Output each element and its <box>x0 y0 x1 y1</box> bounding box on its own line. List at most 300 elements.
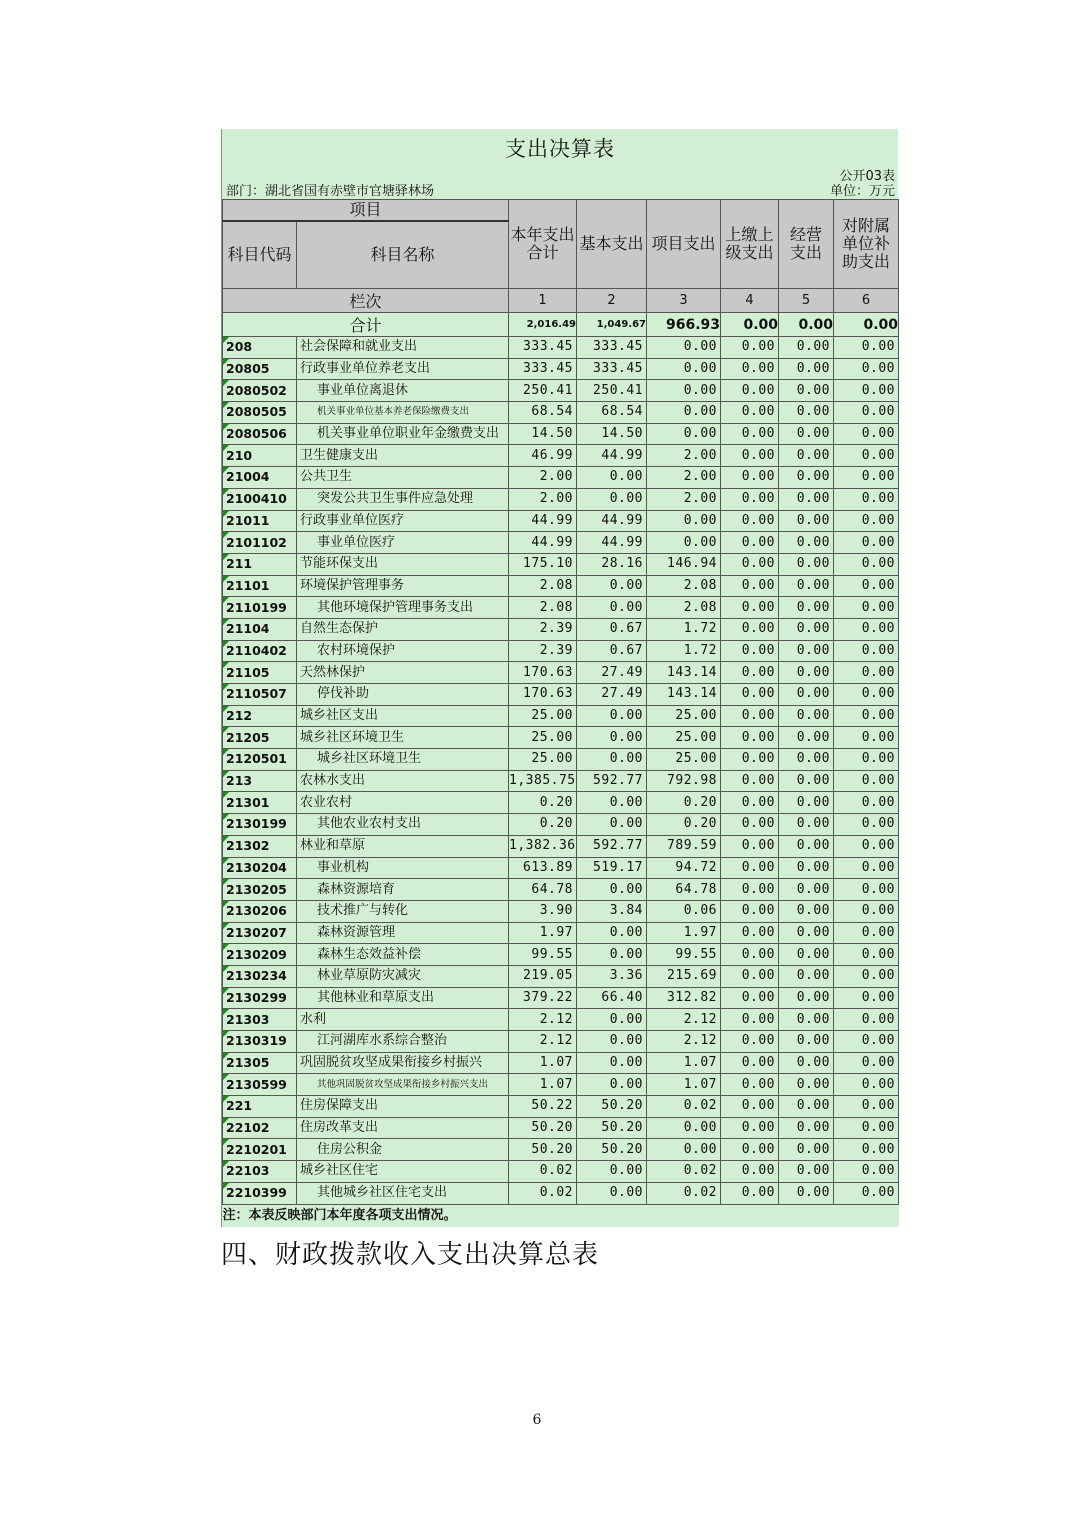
amount-cell: 0.00 <box>647 510 721 532</box>
amount-cell: 0.00 <box>779 922 834 944</box>
amount-cell: 0.00 <box>721 705 779 727</box>
amount-cell: 0.00 <box>779 640 834 662</box>
amount-cell: 0.02 <box>509 1161 577 1183</box>
subject-name-cell: 农村环境保护 <box>297 640 509 662</box>
amount-cell: 0.00 <box>834 1031 899 1053</box>
table-row <box>223 684 899 706</box>
amount-cell: 68.54 <box>509 402 577 424</box>
subject-name-cell: 水利 <box>297 1009 509 1031</box>
subject-code-cell: 2101102 <box>223 532 297 554</box>
subject-code-cell: 2130599 <box>223 1074 297 1096</box>
amount-cell: 1.07 <box>509 1052 577 1074</box>
subject-name-cell: 其他巩固脱贫攻坚成果衔接乡村振兴支出 <box>297 1074 509 1096</box>
amount-cell: 0.00 <box>577 792 647 814</box>
column-number-cell: 6 <box>834 289 899 313</box>
amount-cell: 0.00 <box>721 965 779 987</box>
amount-cell: 50.20 <box>577 1117 647 1139</box>
subject-name-cell: 行政事业单位医疗 <box>297 510 509 532</box>
amount-cell: 2.00 <box>647 488 721 510</box>
subject-code-cell: 2120501 <box>223 749 297 771</box>
amount-cell: 46.99 <box>509 445 577 467</box>
amount-cell: 2.00 <box>647 467 721 489</box>
expenditure-table-sheet <box>221 129 898 1227</box>
amount-cell: 0.00 <box>577 1009 647 1031</box>
amount-cell: 0.00 <box>721 922 779 944</box>
amount-cell: 0.00 <box>834 1139 899 1161</box>
subject-code-cell: 210 <box>223 445 297 467</box>
subject-name-cell: 城乡社区住宅 <box>297 1161 509 1183</box>
amount-cell: 25.00 <box>647 727 721 749</box>
table-row <box>223 402 899 424</box>
subject-code-cell: 21004 <box>223 467 297 489</box>
amount-cell: 0.00 <box>779 467 834 489</box>
table-row <box>223 749 899 771</box>
amount-cell: 0.00 <box>721 662 779 684</box>
amount-cell: 0.00 <box>721 402 779 424</box>
subject-code-cell: 213 <box>223 770 297 792</box>
amount-cell: 0.00 <box>577 922 647 944</box>
amount-cell: 14.50 <box>509 423 577 445</box>
amount-cell: 0.00 <box>834 1096 899 1118</box>
amount-cell: 0.00 <box>721 1074 779 1096</box>
amount-cell: 0.00 <box>721 944 779 966</box>
amount-cell: 0.02 <box>647 1096 721 1118</box>
subject-name-cell: 林业和草原 <box>297 835 509 857</box>
table-row <box>223 944 899 966</box>
subject-code-cell: 21302 <box>223 835 297 857</box>
amount-cell: 0.00 <box>834 770 899 792</box>
amount-cell: 0.00 <box>779 553 834 575</box>
subject-name-cell: 其他环境保护管理事务支出 <box>297 597 509 619</box>
amount-cell: 0.00 <box>834 553 899 575</box>
amount-cell: 0.00 <box>721 618 779 640</box>
subject-name-cell: 森林生态效益补偿 <box>297 944 509 966</box>
total-value-cell: 0.00 <box>721 313 779 337</box>
subject-code-cell: 21101 <box>223 575 297 597</box>
amount-cell: 25.00 <box>509 727 577 749</box>
amount-cell: 0.00 <box>834 1182 899 1204</box>
table-row <box>223 337 899 359</box>
amount-cell: 0.00 <box>834 987 899 1009</box>
amount-cell: 0.02 <box>647 1182 721 1204</box>
table-row <box>223 965 899 987</box>
amount-cell: 0.02 <box>509 1182 577 1204</box>
header-subsidy: 对附属单位补助支出 <box>834 200 899 289</box>
total-value-cell: 2,016.49 <box>509 313 577 337</box>
amount-cell: 0.00 <box>779 900 834 922</box>
amount-cell: 0.00 <box>779 879 834 901</box>
subject-name-cell: 森林资源培育 <box>297 879 509 901</box>
amount-cell: 27.49 <box>577 662 647 684</box>
amount-cell: 0.00 <box>834 510 899 532</box>
table-row <box>223 1117 899 1139</box>
amount-cell: 0.00 <box>834 380 899 402</box>
amount-cell: 0.00 <box>834 445 899 467</box>
table-row <box>223 1139 899 1161</box>
subject-name-cell: 自然生态保护 <box>297 618 509 640</box>
subject-name-cell: 事业单位离退休 <box>297 380 509 402</box>
header-item: 项目 <box>223 200 509 222</box>
amount-cell: 0.00 <box>779 770 834 792</box>
subject-name-cell: 停伐补助 <box>297 684 509 706</box>
table-row <box>223 705 899 727</box>
subject-name-cell: 其他农业农村支出 <box>297 814 509 836</box>
column-number-cell: 3 <box>647 289 721 313</box>
amount-cell: 0.00 <box>577 749 647 771</box>
amount-cell: 143.14 <box>647 684 721 706</box>
amount-cell: 1,382.36 <box>509 835 577 857</box>
amount-cell: 0.00 <box>779 965 834 987</box>
amount-cell: 0.00 <box>779 1096 834 1118</box>
amount-cell: 0.00 <box>779 423 834 445</box>
amount-cell: 250.41 <box>577 380 647 402</box>
amount-cell: 0.20 <box>509 814 577 836</box>
amount-cell: 0.00 <box>577 1161 647 1183</box>
amount-cell: 25.00 <box>509 749 577 771</box>
amount-cell: 0.00 <box>834 792 899 814</box>
amount-cell: 0.00 <box>721 337 779 359</box>
amount-cell: 0.00 <box>779 944 834 966</box>
subject-code-cell: 2130209 <box>223 944 297 966</box>
table-row <box>223 1031 899 1053</box>
amount-cell: 0.00 <box>834 900 899 922</box>
amount-cell: 2.00 <box>509 488 577 510</box>
header-name: 科目名称 <box>297 221 509 289</box>
column-number-cell: 4 <box>721 289 779 313</box>
amount-cell: 1.07 <box>647 1052 721 1074</box>
amount-cell: 0.00 <box>577 467 647 489</box>
amount-cell: 0.20 <box>647 814 721 836</box>
table-row <box>223 510 899 532</box>
amount-cell: 0.00 <box>721 358 779 380</box>
amount-cell: 0.00 <box>721 1161 779 1183</box>
amount-cell: 0.00 <box>721 987 779 1009</box>
amount-cell: 0.00 <box>834 532 899 554</box>
amount-cell: 2.39 <box>509 640 577 662</box>
amount-cell: 1.97 <box>647 922 721 944</box>
table-row <box>223 423 899 445</box>
subject-name-cell: 环境保护管理事务 <box>297 575 509 597</box>
amount-cell: 50.20 <box>577 1139 647 1161</box>
amount-cell: 0.00 <box>577 597 647 619</box>
amount-cell: 333.45 <box>577 337 647 359</box>
amount-cell: 0.00 <box>779 705 834 727</box>
form-number: 公开03表 <box>839 169 895 184</box>
subject-code-cell: 2130199 <box>223 814 297 836</box>
amount-cell: 0.00 <box>834 1161 899 1183</box>
amount-cell: 519.17 <box>577 857 647 879</box>
department-label: 部门：湖北省国有赤壁市官塘驿林场 <box>226 184 435 199</box>
amount-cell: 0.00 <box>779 402 834 424</box>
subject-code-cell: 221 <box>223 1096 297 1118</box>
table-row <box>223 987 899 1009</box>
subject-code-cell: 2130299 <box>223 987 297 1009</box>
subject-code-cell: 208 <box>223 337 297 359</box>
subject-name-cell: 技术推广与转化 <box>297 900 509 922</box>
total-label: 合计 <box>223 313 509 337</box>
amount-cell: 0.00 <box>779 1117 834 1139</box>
amount-cell: 1.72 <box>647 640 721 662</box>
amount-cell: 219.05 <box>509 965 577 987</box>
amount-cell: 0.00 <box>721 879 779 901</box>
amount-cell: 613.89 <box>509 857 577 879</box>
amount-cell: 0.00 <box>834 662 899 684</box>
amount-cell: 0.00 <box>779 835 834 857</box>
amount-cell: 0.00 <box>779 749 834 771</box>
amount-cell: 0.20 <box>647 792 721 814</box>
subject-code-cell: 212 <box>223 705 297 727</box>
amount-cell: 14.50 <box>577 423 647 445</box>
amount-cell: 215.69 <box>647 965 721 987</box>
amount-cell: 0.00 <box>721 532 779 554</box>
table-row <box>223 1096 899 1118</box>
amount-cell: 1,385.75 <box>509 770 577 792</box>
amount-cell: 0.00 <box>779 1009 834 1031</box>
subject-code-cell: 2210201 <box>223 1139 297 1161</box>
amount-cell: 44.99 <box>509 510 577 532</box>
table-note: 注：本表反映部门本年度各项支出情况。 <box>223 1204 899 1227</box>
subject-name-cell: 农业农村 <box>297 792 509 814</box>
amount-cell: 0.00 <box>779 1161 834 1183</box>
subject-code-cell: 21105 <box>223 662 297 684</box>
amount-cell: 0.00 <box>721 510 779 532</box>
amount-cell: 0.00 <box>721 770 779 792</box>
amount-cell: 170.63 <box>509 684 577 706</box>
amount-cell: 68.54 <box>577 402 647 424</box>
amount-cell: 0.00 <box>721 423 779 445</box>
table-row <box>223 814 899 836</box>
amount-cell: 0.00 <box>834 402 899 424</box>
amount-cell: 0.00 <box>779 727 834 749</box>
table-row <box>223 358 899 380</box>
subject-code-cell: 20805 <box>223 358 297 380</box>
amount-cell: 0.00 <box>779 575 834 597</box>
amount-cell: 0.00 <box>834 1009 899 1031</box>
amount-cell: 0.00 <box>834 684 899 706</box>
amount-cell: 0.00 <box>779 987 834 1009</box>
table-row <box>223 380 899 402</box>
amount-cell: 592.77 <box>577 835 647 857</box>
amount-cell: 94.72 <box>647 857 721 879</box>
page-number: 6 <box>532 1412 542 1428</box>
subject-name-cell: 节能环保支出 <box>297 553 509 575</box>
subject-code-cell: 21011 <box>223 510 297 532</box>
subject-name-cell: 江河湖库水系综合整治 <box>297 1031 509 1053</box>
subject-code-cell: 2130204 <box>223 857 297 879</box>
subject-name-cell: 机关事业单位职业年金缴费支出 <box>297 423 509 445</box>
amount-cell: 0.00 <box>779 857 834 879</box>
header-upper: 上缴上级支出 <box>721 200 779 289</box>
amount-cell: 0.00 <box>779 814 834 836</box>
unit-label: 单位：万元 <box>829 184 895 199</box>
amount-cell: 0.67 <box>577 640 647 662</box>
subject-code-cell: 2210399 <box>223 1182 297 1204</box>
amount-cell: 0.00 <box>834 749 899 771</box>
subject-code-cell: 2130206 <box>223 900 297 922</box>
subject-code-cell: 21303 <box>223 1009 297 1031</box>
amount-cell: 0.00 <box>779 618 834 640</box>
amount-cell: 3.90 <box>509 900 577 922</box>
amount-cell: 0.00 <box>779 1074 834 1096</box>
amount-cell: 3.84 <box>577 900 647 922</box>
subject-name-cell: 巩固脱贫攻坚成果衔接乡村振兴 <box>297 1052 509 1074</box>
subject-name-cell: 天然林保护 <box>297 662 509 684</box>
amount-cell: 0.00 <box>779 532 834 554</box>
amount-cell: 379.22 <box>509 987 577 1009</box>
table-row <box>223 857 899 879</box>
amount-cell: 0.00 <box>834 814 899 836</box>
subject-code-cell: 2130205 <box>223 879 297 901</box>
amount-cell: 1.97 <box>509 922 577 944</box>
amount-cell: 25.00 <box>647 749 721 771</box>
subject-code-cell: 2130207 <box>223 922 297 944</box>
amount-cell: 0.00 <box>834 488 899 510</box>
table-row <box>223 445 899 467</box>
amount-cell: 0.00 <box>834 835 899 857</box>
amount-cell: 0.67 <box>577 618 647 640</box>
amount-cell: 0.00 <box>834 857 899 879</box>
subject-name-cell: 农林水支出 <box>297 770 509 792</box>
amount-cell: 0.00 <box>721 1182 779 1204</box>
amount-cell: 25.00 <box>509 705 577 727</box>
amount-cell: 0.00 <box>721 1117 779 1139</box>
amount-cell: 0.00 <box>647 358 721 380</box>
amount-cell: 0.00 <box>834 1117 899 1139</box>
amount-cell: 0.00 <box>779 488 834 510</box>
amount-cell: 0.00 <box>834 1052 899 1074</box>
amount-cell: 0.00 <box>721 597 779 619</box>
amount-cell: 0.00 <box>779 597 834 619</box>
amount-cell: 0.00 <box>834 727 899 749</box>
amount-cell: 592.77 <box>577 770 647 792</box>
subject-name-cell: 住房保障支出 <box>297 1096 509 1118</box>
column-number-row <box>223 289 899 313</box>
amount-cell: 0.00 <box>834 965 899 987</box>
amount-cell: 0.00 <box>647 532 721 554</box>
amount-cell: 146.94 <box>647 553 721 575</box>
amount-cell: 0.00 <box>779 358 834 380</box>
amount-cell: 0.00 <box>721 684 779 706</box>
header-project: 项目支出 <box>647 200 721 289</box>
amount-cell: 0.00 <box>577 944 647 966</box>
amount-cell: 0.00 <box>834 358 899 380</box>
amount-cell: 64.78 <box>647 879 721 901</box>
amount-cell: 2.08 <box>509 597 577 619</box>
table-row <box>223 467 899 489</box>
table-row <box>223 1182 899 1204</box>
subject-code-cell: 211 <box>223 553 297 575</box>
table-meta-row <box>222 165 898 199</box>
amount-cell: 2.39 <box>509 618 577 640</box>
subject-name-cell: 行政事业单位养老支出 <box>297 358 509 380</box>
amount-cell: 170.63 <box>509 662 577 684</box>
amount-cell: 0.00 <box>834 944 899 966</box>
amount-cell: 2.08 <box>509 575 577 597</box>
amount-cell: 0.00 <box>721 835 779 857</box>
amount-cell: 0.00 <box>577 575 647 597</box>
table-row <box>223 597 899 619</box>
amount-cell: 44.99 <box>509 532 577 554</box>
amount-cell: 0.00 <box>721 1096 779 1118</box>
expenditure-table <box>222 199 899 1227</box>
total-row <box>223 313 899 337</box>
amount-cell: 0.00 <box>834 575 899 597</box>
total-value-cell: 0.00 <box>834 313 899 337</box>
amount-cell: 44.99 <box>577 510 647 532</box>
total-value-cell: 0.00 <box>779 313 834 337</box>
amount-cell: 0.00 <box>721 749 779 771</box>
amount-cell: 0.00 <box>834 467 899 489</box>
amount-cell: 0.00 <box>721 857 779 879</box>
amount-cell: 0.00 <box>647 337 721 359</box>
amount-cell: 0.00 <box>647 380 721 402</box>
table-row <box>223 1161 899 1183</box>
table-row <box>223 1074 899 1096</box>
header-basic: 基本支出 <box>577 200 647 289</box>
amount-cell: 0.00 <box>834 922 899 944</box>
amount-cell: 0.00 <box>721 467 779 489</box>
amount-cell: 2.00 <box>647 445 721 467</box>
amount-cell: 0.00 <box>779 1052 834 1074</box>
amount-cell: 0.02 <box>647 1161 721 1183</box>
subject-code-cell: 21205 <box>223 727 297 749</box>
subject-name-cell: 其他城乡社区住宅支出 <box>297 1182 509 1204</box>
table-row <box>223 488 899 510</box>
amount-cell: 0.00 <box>577 488 647 510</box>
amount-cell: 28.16 <box>577 553 647 575</box>
subject-code-cell: 22102 <box>223 1117 297 1139</box>
table-row <box>223 770 899 792</box>
subject-code-cell: 2130319 <box>223 1031 297 1053</box>
header-item-row <box>223 200 899 222</box>
table-row <box>223 1009 899 1031</box>
header-business: 经营支出 <box>779 200 834 289</box>
subject-code-cell: 2110199 <box>223 597 297 619</box>
amount-cell: 789.59 <box>647 835 721 857</box>
subject-name-cell: 城乡社区支出 <box>297 705 509 727</box>
amount-cell: 0.00 <box>577 727 647 749</box>
subject-code-cell: 21301 <box>223 792 297 814</box>
amount-cell: 250.41 <box>509 380 577 402</box>
table-row <box>223 575 899 597</box>
subject-name-cell: 住房改革支出 <box>297 1117 509 1139</box>
amount-cell: 50.20 <box>509 1139 577 1161</box>
subject-name-cell: 事业单位医疗 <box>297 532 509 554</box>
amount-cell: 0.00 <box>779 792 834 814</box>
amount-cell: 66.40 <box>577 987 647 1009</box>
table-body <box>223 337 899 1205</box>
amount-cell: 2.08 <box>647 575 721 597</box>
amount-cell: 0.00 <box>834 337 899 359</box>
amount-cell: 0.00 <box>721 640 779 662</box>
subject-code-cell: 2080506 <box>223 423 297 445</box>
amount-cell: 0.00 <box>721 575 779 597</box>
subject-code-cell: 2110402 <box>223 640 297 662</box>
subject-name-cell: 事业机构 <box>297 857 509 879</box>
table-title-row <box>222 129 898 165</box>
amount-cell: 143.14 <box>647 662 721 684</box>
amount-cell: 0.00 <box>779 510 834 532</box>
amount-cell: 50.22 <box>509 1096 577 1118</box>
amount-cell: 2.12 <box>647 1009 721 1031</box>
table-row <box>223 662 899 684</box>
amount-cell: 0.00 <box>834 879 899 901</box>
subject-name-cell: 城乡社区环境卫生 <box>297 749 509 771</box>
header-total: 本年支出合计 <box>509 200 577 289</box>
amount-cell: 0.00 <box>721 488 779 510</box>
amount-cell: 0.00 <box>779 1182 834 1204</box>
subject-name-cell: 社会保障和就业支出 <box>297 337 509 359</box>
